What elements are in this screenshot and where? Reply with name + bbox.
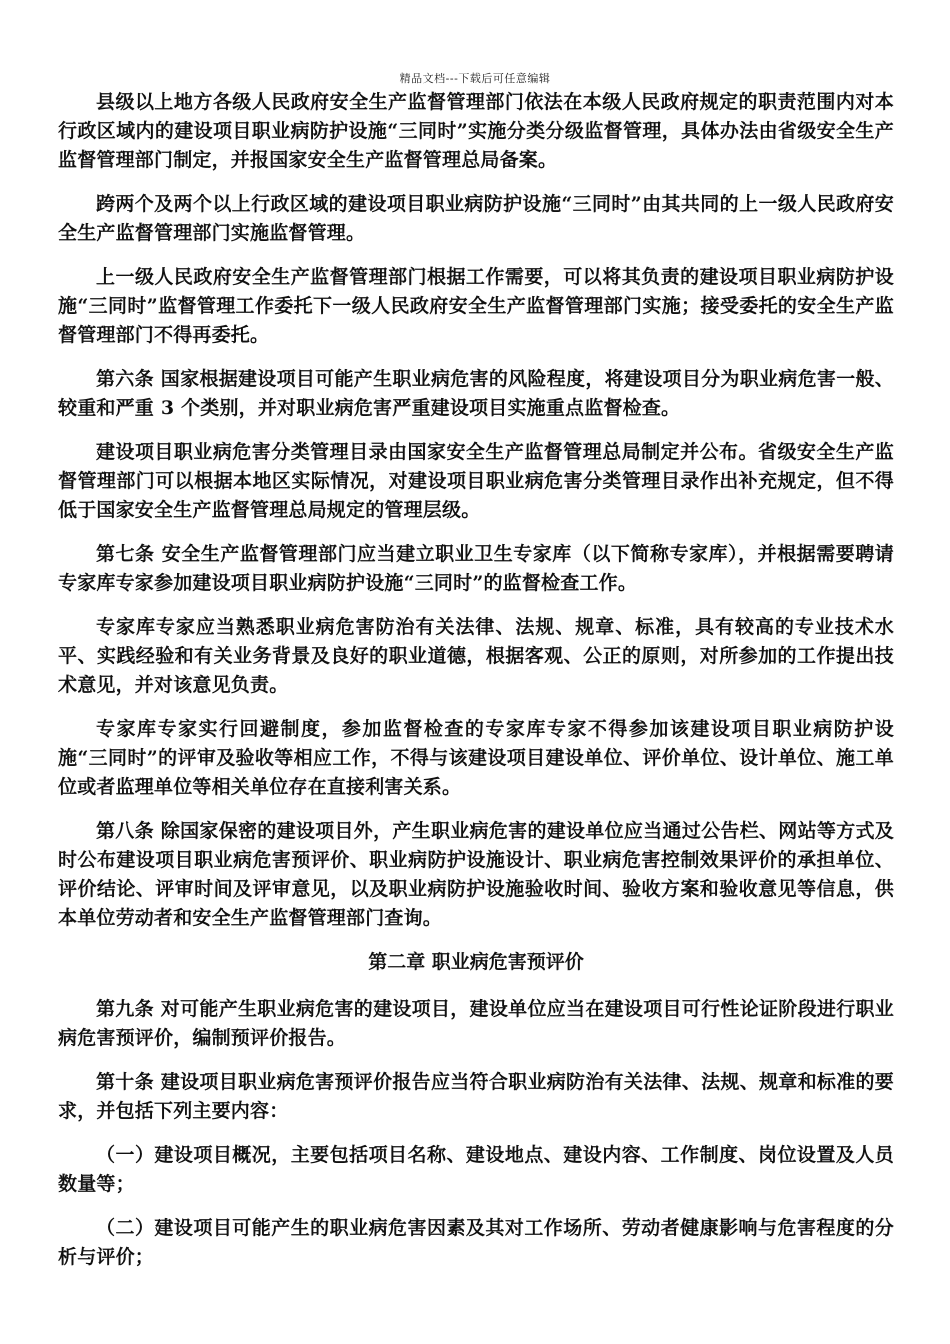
paragraph: 跨两个及两个以上行政区域的建设项目职业病防护设施“三同时”由其共同的上一级人民政府安全生产监督管理部门实施监督管理。 [58, 193, 894, 244]
article-8: 第八条 除国家保密的建设项目外，产生职业病危害的建设单位应当通过公告栏、网站等方式及时公布建设项目职业病危害预评价、职业病防护设施设计、职业病危害控制效果评价的承担单位、评价结论、评审时间及评审意见，以及职业病防护设施验收时间、验收方案和验收意见等信息，供本单位劳动者和安全生产监督管理部门查询。 [58, 820, 894, 929]
document-body [58, 88, 894, 1287]
paragraph: 县级以上地方各级人民政府安全生产监督管理部门依法在本级人民政府规定的职责范围内对本行政区域内的建设项目职业病防护设施“三同时”实施分类分级监督管理，具体办法由省级安全生产监督管理部门制定，并报国家安全生产监督管理总局备案。 [58, 91, 894, 171]
list-item: （一）建设项目概况，主要包括项目名称、建设地点、建设内容、工作制度、岗位设置及人员数量等； [58, 1144, 894, 1195]
paragraph: 上一级人民政府安全生产监督管理部门根据工作需要，可以将其负责的建设项目职业病防护设施“三同时”监督管理工作委托下一级人民政府安全生产监督管理部门实施；接受委托的安全生产监督管理部门不得再委托。 [58, 266, 894, 346]
article-9: 第九条 对可能产生职业病危害的建设项目，建设单位应当在建设项目可行性论证阶段进行职业病危害预评价，编制预评价报告。 [58, 998, 894, 1049]
paragraph: 专家库专家实行回避制度，参加监督检查的专家库专家不得参加该建设项目职业病防护设施“三同时”的评审及验收等相应工作，不得与该建设项目建设单位、评价单位、设计单位、施工单位或者监理单位等相关单位存在直接利害关系。 [58, 718, 894, 798]
article-6: 第六条 国家根据建设项目可能产生职业病危害的风险程度，将建设项目分为职业病危害一般、较重和严重 3 个类别，并对职业病危害严重建设项目实施重点监督检查。 [58, 368, 894, 419]
list-item: （二）建设项目可能产生的职业病危害因素及其对工作场所、劳动者健康影响与危害程度的分析与评价； [58, 1217, 894, 1268]
paragraph: 专家库专家应当熟悉职业病危害防治有关法律、法规、规章、标准，具有较高的专业技术水平、实践经验和有关业务背景及良好的职业道德，根据客观、公正的原则，对所参加的工作提出技术意见，并对该意见负责。 [58, 616, 894, 696]
article-7: 第七条 安全生产监督管理部门应当建立职业卫生专家库（以下简称专家库），并根据需要聘请专家库专家参加建设项目职业病防护设施“三同时”的监督检查工作。 [58, 543, 894, 594]
article-10: 第十条 建设项目职业病危害预评价报告应当符合职业病防治有关法律、法规、规章和标准的要求，并包括下列主要内容： [58, 1071, 894, 1122]
header-note: 精品文档---下载后可任意编辑 [399, 72, 551, 85]
chapter-title: 第二章 职业病危害预评价 [368, 951, 584, 973]
paragraph: 建设项目职业病危害分类管理目录由国家安全生产监督管理总局制定并公布。省级安全生产监督管理部门可以根据本地区实际情况，对建设项目职业病危害分类管理目录作出补充规定，但不得低于国家安全生产监督管理总局规定的管理层级。 [58, 441, 894, 521]
